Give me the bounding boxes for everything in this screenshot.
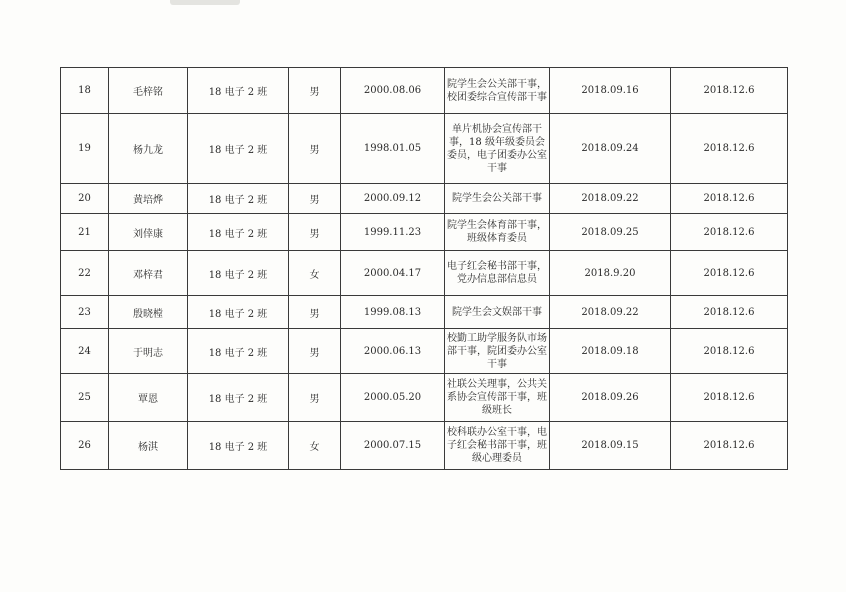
student-name: 杨九龙 bbox=[109, 114, 188, 184]
start-date: 2018.09.24 bbox=[550, 114, 671, 184]
table-row bbox=[61, 251, 788, 296]
class-name: 18 电子 2 班 bbox=[188, 329, 289, 374]
end-date: 2018.12.6 bbox=[671, 374, 788, 422]
student-name: 杨淇 bbox=[109, 422, 188, 470]
duty-description: 院学生会公关部干事，校团委综合宣传部干事 bbox=[445, 68, 550, 114]
end-date: 2018.12.6 bbox=[671, 68, 788, 114]
row-number: 22 bbox=[61, 251, 109, 296]
duty-description: 单片机协会宣传部干事，18 级年级委员会委员，电子团委办公室干事 bbox=[445, 114, 550, 184]
birth-date: 2000.04.17 bbox=[341, 251, 445, 296]
student-name: 邓梓君 bbox=[109, 251, 188, 296]
class-name: 18 电子 2 班 bbox=[188, 68, 289, 114]
birth-date: 1999.08.13 bbox=[341, 296, 445, 329]
gender: 男 bbox=[289, 68, 341, 114]
birth-date: 1998.01.05 bbox=[341, 114, 445, 184]
student-name: 毛梓铭 bbox=[109, 68, 188, 114]
row-number: 23 bbox=[61, 296, 109, 329]
duty-description: 校科联办公室干事，电子红会秘书部干事，班级心理委员 bbox=[445, 422, 550, 470]
duty-description: 院学生会文娱部干事 bbox=[445, 296, 550, 329]
table-row bbox=[61, 214, 788, 251]
class-name: 18 电子 2 班 bbox=[188, 184, 289, 214]
class-name: 18 电子 2 班 bbox=[188, 214, 289, 251]
start-date: 2018.09.16 bbox=[550, 68, 671, 114]
duty-description: 电子红会秘书部干事，党办信息部信息员 bbox=[445, 251, 550, 296]
gender: 男 bbox=[289, 214, 341, 251]
birth-date: 2000.09.12 bbox=[341, 184, 445, 214]
start-date: 2018.09.25 bbox=[550, 214, 671, 251]
row-number: 25 bbox=[61, 374, 109, 422]
class-name: 18 电子 2 班 bbox=[188, 296, 289, 329]
student-name: 刘倖康 bbox=[109, 214, 188, 251]
duty-description: 院学生会公关部干事 bbox=[445, 184, 550, 214]
table-row bbox=[61, 68, 788, 114]
row-number: 19 bbox=[61, 114, 109, 184]
gender: 男 bbox=[289, 184, 341, 214]
birth-date: 2000.07.15 bbox=[341, 422, 445, 470]
row-number: 24 bbox=[61, 329, 109, 374]
end-date: 2018.12.6 bbox=[671, 296, 788, 329]
gender: 女 bbox=[289, 422, 341, 470]
class-name: 18 电子 2 班 bbox=[188, 251, 289, 296]
gender: 男 bbox=[289, 296, 341, 329]
row-number: 26 bbox=[61, 422, 109, 470]
gender: 女 bbox=[289, 251, 341, 296]
gender: 男 bbox=[289, 114, 341, 184]
gender: 男 bbox=[289, 374, 341, 422]
table-row bbox=[61, 329, 788, 374]
end-date: 2018.12.6 bbox=[671, 214, 788, 251]
class-name: 18 电子 2 班 bbox=[188, 374, 289, 422]
start-date: 2018.09.22 bbox=[550, 296, 671, 329]
row-number: 21 bbox=[61, 214, 109, 251]
table-row bbox=[61, 114, 788, 184]
row-number: 18 bbox=[61, 68, 109, 114]
student-name: 殷晓樘 bbox=[109, 296, 188, 329]
duty-description: 院学生会体育部干事，班级体育委员 bbox=[445, 214, 550, 251]
start-date: 2018.09.26 bbox=[550, 374, 671, 422]
end-date: 2018.12.6 bbox=[671, 184, 788, 214]
row-number: 20 bbox=[61, 184, 109, 214]
table-row bbox=[61, 422, 788, 470]
scan-artifact bbox=[170, 0, 240, 5]
table-row bbox=[61, 296, 788, 329]
end-date: 2018.12.6 bbox=[671, 251, 788, 296]
end-date: 2018.12.6 bbox=[671, 114, 788, 184]
end-date: 2018.12.6 bbox=[671, 422, 788, 470]
birth-date: 1999.11.23 bbox=[341, 214, 445, 251]
student-name: 于明志 bbox=[109, 329, 188, 374]
student-name: 黄培烨 bbox=[109, 184, 188, 214]
birth-date: 2000.06.13 bbox=[341, 329, 445, 374]
student-name: 覃恩 bbox=[109, 374, 188, 422]
class-name: 18 电子 2 班 bbox=[188, 114, 289, 184]
end-date: 2018.12.6 bbox=[671, 329, 788, 374]
start-date: 2018.09.22 bbox=[550, 184, 671, 214]
duty-description: 社联公关理事，公共关系协会宣传部干事，班级班长 bbox=[445, 374, 550, 422]
start-date: 2018.09.15 bbox=[550, 422, 671, 470]
start-date: 2018.9.20 bbox=[550, 251, 671, 296]
start-date: 2018.09.18 bbox=[550, 329, 671, 374]
birth-date: 2000.05.20 bbox=[341, 374, 445, 422]
table-row bbox=[61, 374, 788, 422]
gender: 男 bbox=[289, 329, 341, 374]
table-row bbox=[61, 184, 788, 214]
birth-date: 2000.08.06 bbox=[341, 68, 445, 114]
member-table bbox=[60, 67, 788, 470]
class-name: 18 电子 2 班 bbox=[188, 422, 289, 470]
duty-description: 校勤工助学服务队市场部干事，院团委办公室干事 bbox=[445, 329, 550, 374]
